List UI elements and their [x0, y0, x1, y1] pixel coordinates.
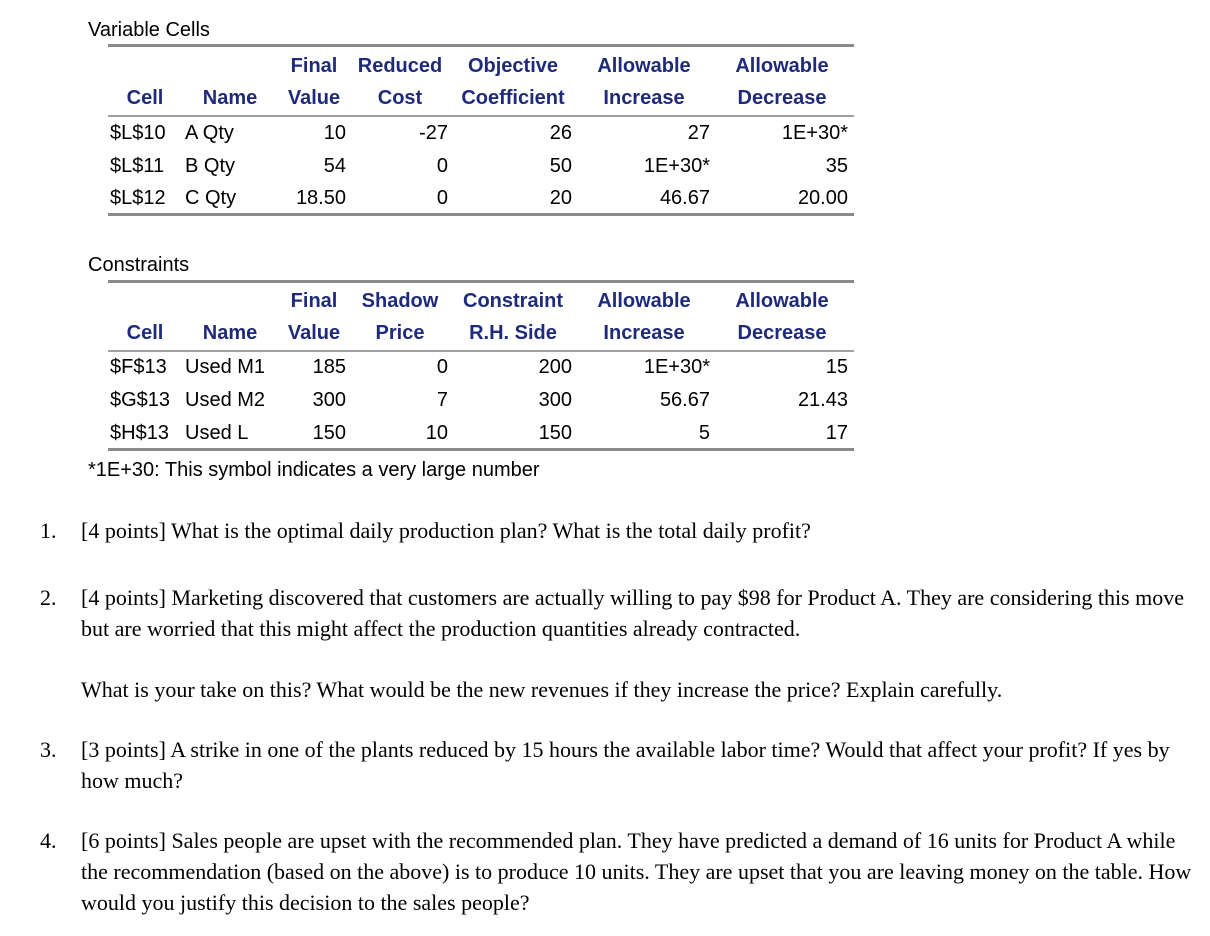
c-header-shadow-top: Shadow [361, 290, 439, 312]
c-header-cell: Cell [126, 322, 164, 344]
table-cell: B Qty [185, 155, 236, 177]
table-cell: 46.67 [659, 187, 710, 209]
constraints-top-rule [108, 280, 854, 283]
table-cell: A Qty [185, 122, 234, 144]
table-cell: 54 [323, 155, 346, 177]
question-text: What is your take on this? What would be the new revenues if they increase the price? Explain carefully. [81, 677, 1003, 702]
table-cell: 50 [549, 155, 572, 177]
variable-cells-title: Variable Cells [88, 19, 210, 41]
constraints-title: Constraints [88, 254, 190, 276]
table-cell: 300 [312, 389, 346, 411]
footnote: *1E+30: This symbol indicates a very large number [88, 459, 540, 481]
question-text: [3 points] A strike in one of the plants reduced by 15 hours the available labor time? Would that affect your profit? If yes by how much? [81, 737, 1170, 793]
table-cell: 150 [312, 422, 346, 444]
table-cell: $H$13 [110, 422, 169, 444]
vc-header-decrease-top: Allowable [735, 55, 829, 77]
table-cell: 5 [698, 422, 710, 444]
table-cell: 10 [425, 422, 448, 444]
variable-cells-bottom-rule [108, 213, 854, 216]
table-cell: $L$11 [110, 155, 165, 177]
c-header-name: Name [202, 322, 258, 344]
c-header-decrease-top: Allowable [735, 290, 829, 312]
table-cell: 7 [436, 389, 448, 411]
vc-header-reduced-bottom: Cost [377, 87, 423, 109]
question-number: 4. [40, 828, 57, 853]
vc-header-objective-bottom: Coefficient [461, 87, 565, 109]
vc-header-rule [108, 115, 854, 117]
table-cell: 185 [312, 356, 346, 378]
vc-header-decrease-bottom: Decrease [737, 87, 827, 109]
vc-header-final-bottom: Value [287, 87, 341, 109]
table-cell: 27 [687, 122, 710, 144]
question-number: 2. [40, 585, 57, 610]
vc-header-increase-top: Allowable [597, 55, 691, 77]
table-cell: 1E+30* [781, 122, 848, 144]
question-text: [4 points] What is the optimal daily production plan? What is the total daily profit? [81, 518, 811, 543]
table-cell: 0 [436, 187, 448, 209]
table-cell: 18.50 [295, 187, 346, 209]
table-cell: 10 [323, 122, 346, 144]
table-cell: 1E+30* [643, 155, 710, 177]
table-cell: 300 [538, 389, 572, 411]
table-cell: Used M1 [185, 356, 266, 378]
table-cell: 26 [549, 122, 572, 144]
question-text: [4 points] Marketing discovered that customers are actually willing to pay $98 for Product A. They are considering this move but are worried that this might affect the production quantities already contracted. [81, 585, 1184, 641]
table-cell: $L$12 [110, 187, 166, 209]
table-cell: C Qty [185, 187, 237, 209]
table-cell: 150 [538, 422, 572, 444]
table-cell: $F$13 [110, 356, 167, 378]
table-cell: 56.67 [659, 389, 710, 411]
vc-header-increase-bottom: Increase [603, 87, 685, 109]
table-cell: -27 [419, 122, 448, 144]
c-header-increase-bottom: Increase [603, 322, 685, 344]
table-cell: 15 [825, 356, 848, 378]
vc-header-final-top: Final [290, 55, 338, 77]
table-cell: 35 [825, 155, 848, 177]
c-header-increase-top: Allowable [597, 290, 691, 312]
table-cell: 17 [825, 422, 848, 444]
vc-header-reduced-top: Reduced [357, 55, 443, 77]
table-cell: 0 [436, 155, 448, 177]
table-cell: 1E+30* [643, 356, 710, 378]
c-header-constraint-bottom: R.H. Side [469, 322, 557, 344]
table-cell: Used M2 [185, 389, 266, 411]
vc-header-objective-top: Objective [467, 55, 559, 77]
question-number: 3. [40, 737, 57, 762]
table-cell: 20 [549, 187, 572, 209]
c-header-constraint-top: Constraint [463, 290, 563, 312]
table-cell: 0 [436, 356, 448, 378]
vc-header-cell: Cell [126, 87, 164, 109]
vc-header-name: Name [202, 87, 258, 109]
c-header-decrease-bottom: Decrease [737, 322, 827, 344]
table-cell: $L$10 [110, 122, 166, 144]
table-cell: 20.00 [797, 187, 848, 209]
question-text: [6 points] Sales people are upset with the recommended plan. They have predicted a demand of 16 units for Product A while the recommendation (based on the above) is to produce 10 units. They are upset that you are leaving money on the table. How would you justify this decision to the sales people? [81, 828, 1192, 915]
constraints-bottom-rule [108, 448, 854, 451]
c-header-rule [108, 350, 854, 352]
variable-cells-top-rule [108, 44, 854, 47]
c-header-final-top: Final [290, 290, 338, 312]
c-header-final-bottom: Value [287, 322, 341, 344]
table-cell: Used L [185, 422, 249, 444]
c-header-shadow-bottom: Price [375, 322, 425, 344]
question-number: 1. [40, 518, 57, 543]
table-cell: 21.43 [797, 389, 848, 411]
table-cell: 200 [538, 356, 572, 378]
table-cell: $G$13 [110, 389, 171, 411]
